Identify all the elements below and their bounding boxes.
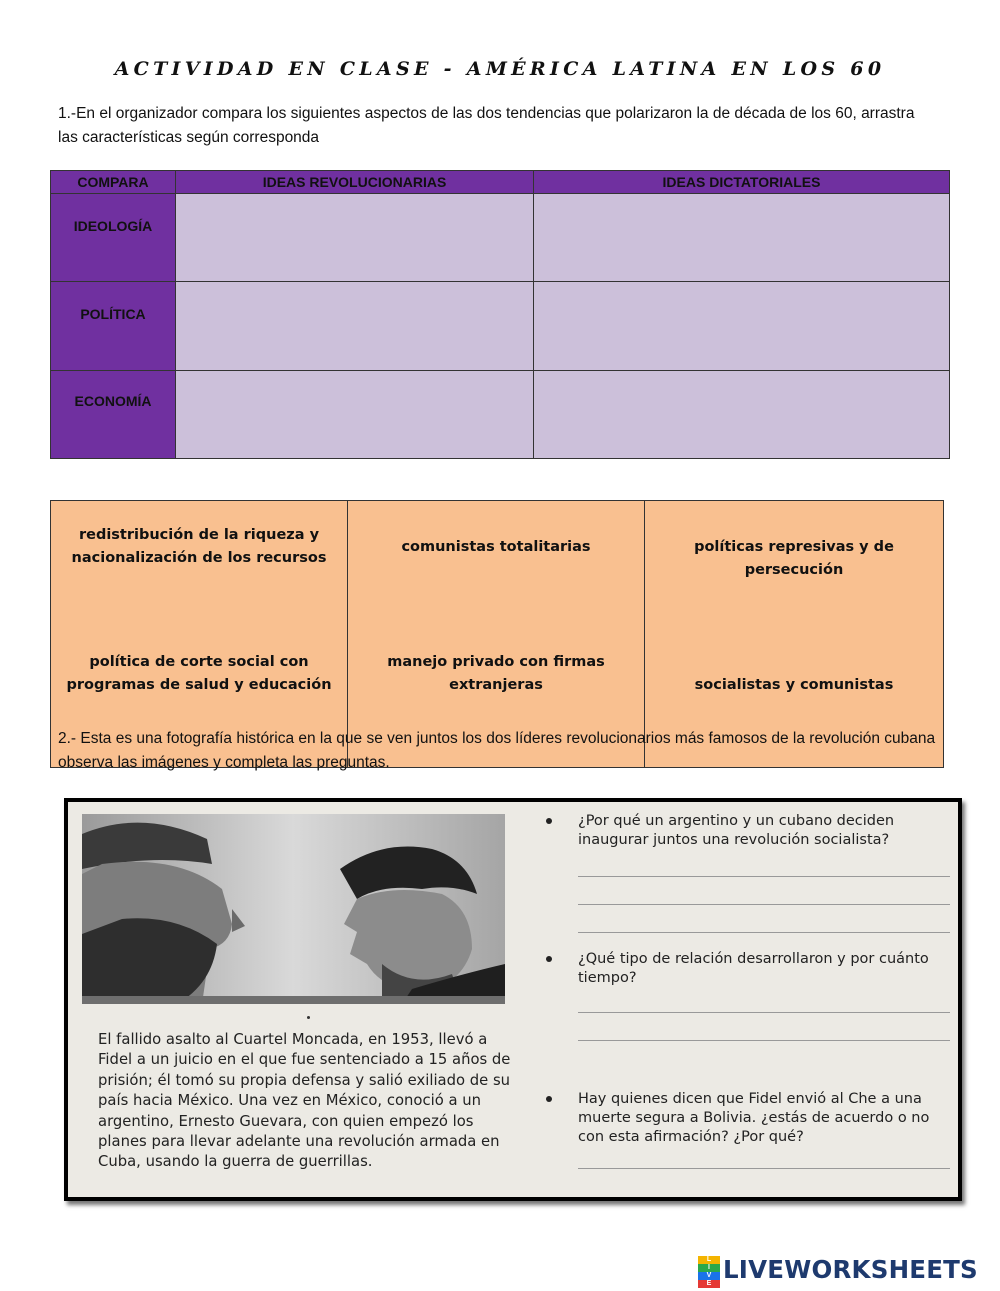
header-ideas-dictatoriales: IDEAS DICTATORIALES: [534, 171, 950, 194]
historical-photo-panel: [64, 798, 962, 1201]
question-item-2: [546, 950, 951, 1050]
header-compara: COMPARA: [51, 171, 176, 194]
header-ideas-revolucionarias: IDEAS REVOLUCIONARIAS: [176, 171, 534, 194]
answer-line[interactable]: [578, 932, 950, 933]
answer-line[interactable]: [578, 1040, 950, 1041]
drop-zone-politica-revolucionarias[interactable]: [176, 282, 534, 371]
photo-caption: El fallido asalto al Cuartel Moncada, en 1953, llevó a Fidel a un juicio en el que fue sentenciado a 15 años de prisión; él tomó su propia defensa y salió exiliado de su país hacia México. Una vez en México, conoció a un argentino, Ernesto Guevara, con quien empezó los planes para llevar adelante una revolución armada en Cuba, usando la guerra de guerrillas.: [98, 1031, 511, 1171]
question-2-text: 2.- Esta es una fotografía histórica en la que se ven juntos los dos líderes revolucionarios más famosos de la revolución cubana observa las imágenes y completa las preguntas.: [58, 730, 936, 771]
drop-zone-economia-revolucionarias[interactable]: [176, 371, 534, 459]
drop-zone-economia-dictatoriales[interactable]: [534, 371, 950, 459]
liveworksheets-wordmark: LIVEWORKSHEETS: [723, 1254, 978, 1284]
drop-zone-politica-dictatoriales[interactable]: [534, 282, 950, 371]
bullet-icon: [546, 956, 552, 962]
bullet-dot: [307, 1016, 310, 1019]
bullet-icon: [546, 818, 552, 824]
question-item-3: [546, 1090, 951, 1200]
question-1-text: 1.-En el organizador compara los siguientes aspectos de las dos tendencias que polarizaron la de década de los 60, arrastra las características según corresponda: [58, 105, 915, 146]
answer-line[interactable]: [578, 904, 950, 905]
answer-line[interactable]: [578, 1012, 950, 1013]
row-politica: POLÍTICA: [51, 282, 176, 371]
draggable-option[interactable]: manejo privado con firmas extranjeras: [348, 628, 645, 768]
drop-zone-ideologia-dictatoriales[interactable]: [534, 194, 950, 282]
bullet-icon: [546, 1096, 552, 1102]
draggable-option[interactable]: comunistas totalitarias: [348, 501, 645, 629]
historical-photo: [82, 814, 505, 1004]
question-text: Hay quienes dicen que Fidel envió al Che a una muerte segura a Bolivia. ¿estás de acuerdo o no con esta afirmación? ¿Por qué?: [578, 1091, 930, 1145]
draggable-option[interactable]: socialistas y comunistas: [645, 628, 944, 768]
drop-zone-ideologia-revolucionarias[interactable]: [176, 194, 534, 282]
draggable-option[interactable]: política de corte social con programas de salud y educación: [51, 628, 348, 768]
question-text: ¿Por qué un argentino y un cubano deciden inaugurar juntos una revolución socialista?: [578, 813, 895, 848]
question-item-1: [546, 812, 951, 942]
liveworksheets-mark-icon: L I V E: [698, 1256, 720, 1282]
draggable-option[interactable]: redistribución de la riqueza y nacionalización de los recursos: [51, 501, 348, 629]
row-ideologia: IDEOLOGÍA: [51, 194, 176, 282]
draggable-option[interactable]: políticas represivas y de persecución: [645, 501, 944, 629]
question-text: ¿Qué tipo de relación desarrollaron y por cuánto tiempo?: [578, 951, 929, 986]
answer-line[interactable]: [578, 1168, 950, 1169]
liveworksheets-logo: [698, 1254, 978, 1287]
compare-table: [50, 170, 950, 459]
row-economia: ECONOMÍA: [51, 371, 176, 459]
worksheet-title: ACTIVIDAD EN CLASE - AMÉRICA LATINA EN LOS 60: [114, 58, 886, 80]
answer-line[interactable]: [578, 876, 950, 877]
